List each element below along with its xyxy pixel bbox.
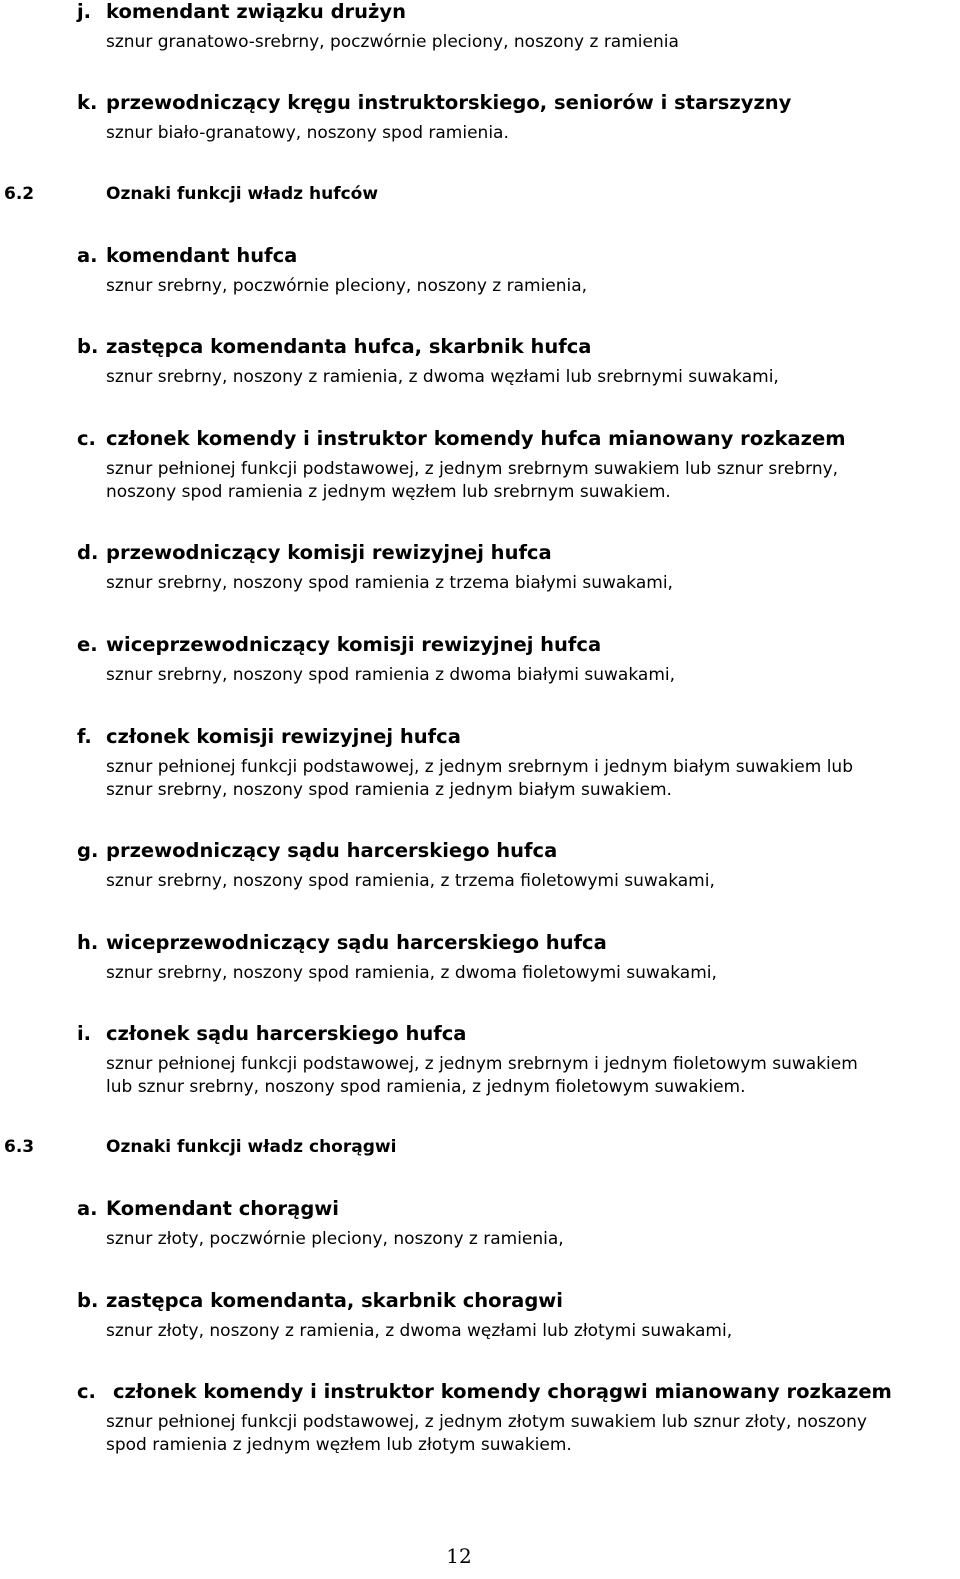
item-title: komendant związku drużyn [106,0,406,23]
item-title: wiceprzewodniczący komisji rewizyjnej hufca [106,633,602,656]
item-text: lub sznur srebrny, noszony spod ramienia, z jednym fioletowym suwakiem. [106,1077,746,1097]
item-text: sznur złoty, poczwórnie pleciony, noszony z ramienia, [106,1229,564,1249]
item-letter: h. [77,931,99,954]
item-letter: i. [77,1022,92,1045]
section-title: Oznaki funkcji władz hufców [106,184,379,204]
item-text: sznur srebrny, noszony spod ramienia z dwoma białymi suwakami, [106,665,676,685]
item-text: spod ramienia z jednym węzłem lub złotym suwakiem. [106,1435,572,1455]
item-letter: c. [77,427,96,450]
item-title: komendant hufca [106,244,298,267]
item-text: sznur złoty, noszony z ramienia, z dwoma węzłami lub złotymi suwakami, [106,1321,733,1341]
item-text: sznur biało-granatowy, noszony spod ramienia. [106,123,509,143]
section-number: 6.3 [4,1137,35,1157]
item-letter: b. [77,335,99,358]
item-letter: j. [77,0,92,23]
item-title: członek sądu harcerskiego hufca [106,1022,467,1045]
item-letter: a. [77,1197,98,1220]
item-letter: f. [77,725,92,748]
item-text: sznur granatowo-srebrny, poczwórnie pleciony, noszony z ramienia [106,32,679,52]
item-letter: g. [77,839,99,862]
item-letter: c. [77,1380,96,1403]
item-text: sznur pełnionej funkcji podstawowej, z jednym srebrnym suwakiem lub sznur srebrny, [106,459,839,479]
item-title: przewodniczący komisji rewizyjnej hufca [106,541,552,564]
item-letter: a. [77,244,98,267]
item-title: wiceprzewodniczący sądu harcerskiego hufca [106,931,607,954]
item-text: sznur pełnionej funkcji podstawowej, z jednym srebrnym i jednym fioletowym suwakiem [106,1054,858,1074]
item-title: członek komendy i instruktor komendy chorągwi mianowany rozkazem [113,1380,892,1403]
item-letter: d. [77,541,99,564]
item-letter: e. [77,633,98,656]
item-letter: b. [77,1289,99,1312]
section-number: 6.2 [4,184,35,204]
item-title: członek komendy i instruktor komendy hufca mianowany rozkazem [106,427,846,450]
item-title: zastępca komendanta, skarbnik choragwi [106,1289,563,1312]
page-number: 12 [446,1544,472,1568]
item-text: sznur pełnionej funkcji podstawowej, z jednym srebrnym i jednym białym suwakiem lub [106,757,853,777]
item-title: przewodniczący sądu harcerskiego hufca [106,839,558,862]
item-text: sznur srebrny, poczwórnie pleciony, noszony z ramienia, [106,276,588,296]
item-text: noszony spod ramienia z jednym węzłem lub srebrnym suwakiem. [106,482,671,502]
item-text: sznur srebrny, noszony spod ramienia z jednym białym suwakiem. [106,780,672,800]
section-title: Oznaki funkcji władz chorągwi [106,1137,397,1157]
item-title: członek komisji rewizyjnej hufca [106,725,461,748]
item-text: sznur srebrny, noszony z ramienia, z dwoma węzłami lub srebrnymi suwakami, [106,367,779,387]
item-title: przewodniczący kręgu instruktorskiego, seniorów i starszyzny [106,91,792,114]
item-letter: k. [77,91,98,114]
item-title: zastępca komendanta hufca, skarbnik hufca [106,335,592,358]
item-text: sznur srebrny, noszony spod ramienia z trzema białymi suwakami, [106,573,673,593]
item-text: sznur pełnionej funkcji podstawowej, z jednym złotym suwakiem lub sznur złoty, noszony [106,1412,867,1432]
item-text: sznur srebrny, noszony spod ramienia, z trzema fioletowymi suwakami, [106,871,715,891]
item-text: sznur srebrny, noszony spod ramienia, z dwoma fioletowymi suwakami, [106,963,717,983]
item-title: Komendant chorągwi [106,1197,339,1220]
